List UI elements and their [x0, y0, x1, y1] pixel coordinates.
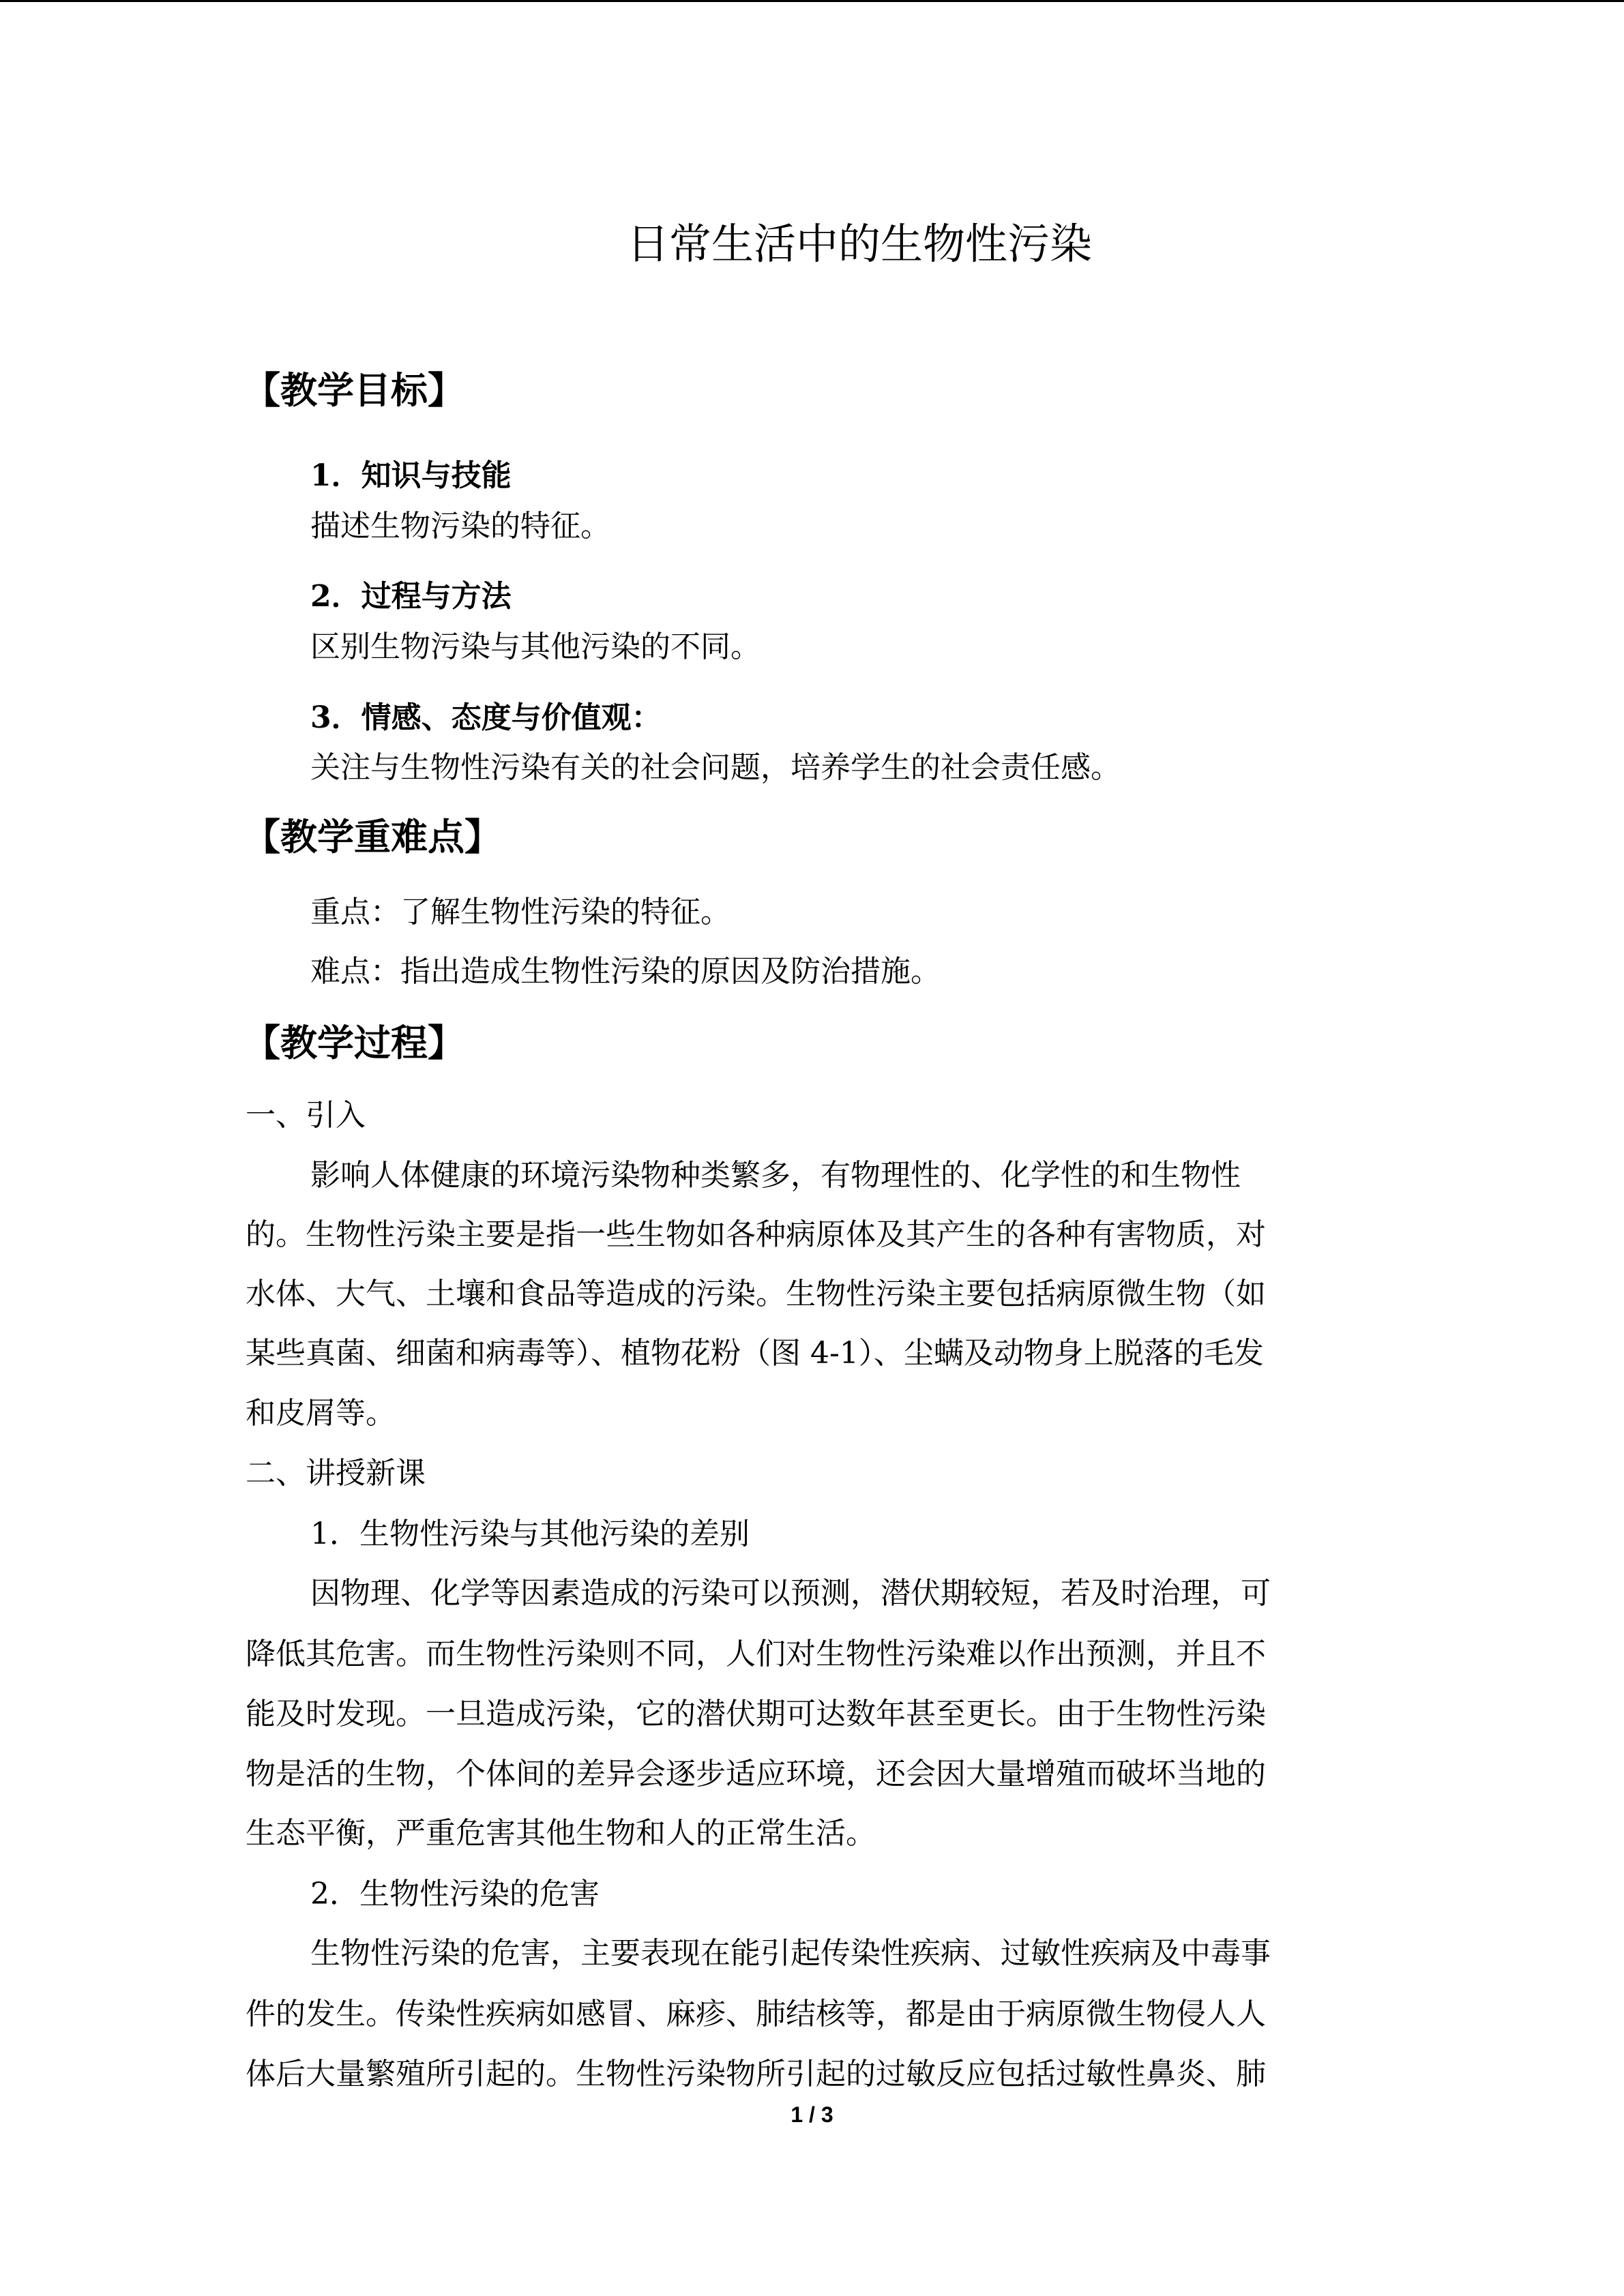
- top-border-rule: [0, 0, 1624, 2]
- objectives-heading: 【教学目标】: [243, 369, 464, 412]
- key-points-heading: 【教学重难点】: [243, 816, 501, 859]
- subsection-1-line: 物是活的生物，个体间的差异会逐步适应环境，还会因大量增殖而破坏当地的: [246, 1757, 1266, 1791]
- intro-line: 和皮屑等。: [246, 1396, 396, 1431]
- objective-3-label: 3．情感、态度与价值观：: [310, 700, 662, 735]
- page-title: 日常生活中的生物性污染: [626, 219, 1092, 269]
- subsection-1-line: 因物理、化学等因素造成的污染可以预测，潜伏期较短，若及时治理，可: [310, 1576, 1271, 1611]
- intro-line: 某些真菌、细菌和病毒等）、植物花粉（图 4-1）、尘螨及动物身上脱落的毛发: [246, 1336, 1264, 1371]
- objective-1-label: 1．知识与技能: [310, 458, 512, 493]
- subsection-1-line: 降低其危害。而生物性污染则不同，人们对生物性污染难以作出预测，并且不: [246, 1637, 1266, 1671]
- intro-line: 水体、大气、土壤和食品等造成的污染。生物性污染主要包括病原微生物（如: [246, 1277, 1266, 1311]
- subsection-1-line: 能及时发现。一旦造成污染，它的潜伏期可达数年甚至更长。由于生物性污染: [246, 1697, 1266, 1731]
- objective-1-text: 描述生物污染的特征。: [310, 509, 610, 543]
- subsection-1-line: 生态平衡，严重危害其他生物和人的正常生活。: [246, 1816, 876, 1851]
- key-point-difficulty: 难点：指出造成生物性污染的原因及防治措施。: [310, 954, 941, 989]
- subsection-2-line: 件的发生。传染性疾病如感冒、麻疹、肺结核等，都是由于病原微生物侵人人: [246, 1997, 1266, 2031]
- page-number: 1 / 3: [791, 2102, 833, 2127]
- subsection-2-line: 体后大量繁殖所引起的。生物性污染物所引起的过敏反应包括过敏性鼻炎、肺: [246, 2057, 1266, 2091]
- objective-2-text: 区别生物污染与其他污染的不同。: [310, 629, 761, 664]
- subsection-2-title: 2．生物性污染的危害: [310, 1877, 600, 1911]
- subsection-1-title: 1．生物性污染与其他污染的差别: [310, 1517, 750, 1551]
- intro-label: 一、引入: [246, 1098, 366, 1133]
- intro-line: 的。生物性污染主要是指一些生物如各种病原体及其产生的各种有害物质，对: [246, 1217, 1266, 1252]
- process-heading: 【教学过程】: [243, 1022, 464, 1064]
- intro-line: 影响人体健康的环境污染物种类繁多，有物理性的、化学性的和生物性: [310, 1158, 1241, 1193]
- new-lesson-label: 二、讲授新课: [246, 1456, 426, 1491]
- objective-3-text: 关注与生物性污染有关的社会问题，培养学生的社会责任感。: [310, 750, 1121, 785]
- objective-2-label: 2．过程与方法: [310, 579, 512, 614]
- key-point-focus: 重点：了解生物性污染的特征。: [310, 895, 730, 929]
- subsection-2-line: 生物性污染的危害，主要表现在能引起传染性疾病、过敏性疾病及中毒事: [310, 1936, 1271, 1971]
